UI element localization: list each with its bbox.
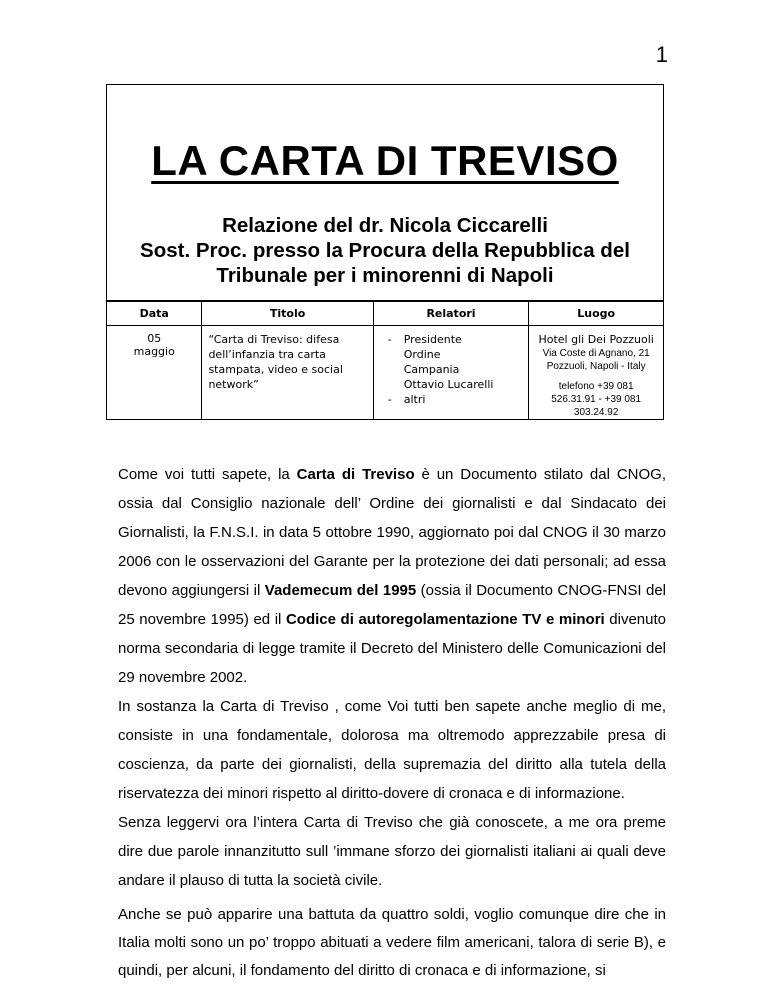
bold-text: Codice di autoregolamentazione TV e minori: [285, 611, 605, 628]
header-data: Data: [107, 301, 202, 326]
text-run: è un Documento stilato dal CNOG, ossia dal Consiglio nazionale dell’ Ordine dei giornalisti e dal Sindacato dei Giornalisti, la F.N.S.I. in data 5 ottobre 1990, aggiornato poi dal CNOG il 30 marzo 2006 con le osservazioni del Garante per la protezione dei dati personali; ad essa devono aggiungersi il: [118, 466, 666, 599]
venue-name: Hotel gli Dei Pozzuoli: [538, 333, 654, 346]
paragraph: [118, 460, 666, 692]
relatore-line: Campania: [403, 363, 460, 376]
cell-titolo: “Carta di Treviso: difesa dell’infanzia tra carta stampata, video e social network”: [202, 326, 373, 420]
text-run: Come voi tutti sapete, la: [118, 466, 297, 483]
text-run: divenuto norma secondaria di legge tramite il Decreto del Ministero delle Comunicazioni del 29 novembre 2002.: [118, 611, 667, 686]
relatore-item: [374, 377, 529, 392]
cell-data: [107, 326, 202, 420]
relatore-text: [404, 332, 462, 377]
bold-text: Carta di Treviso: [296, 466, 415, 483]
venue-phone-line: telefono +39 081: [558, 381, 634, 392]
table-row: [107, 326, 664, 420]
text-run: (ossia il Documento CNOG-FNSI del 25 novembre 1995) ed il: [118, 582, 666, 628]
document-title: LA CARTA DI TREVISO: [151, 137, 619, 184]
list-dash: -: [387, 333, 392, 346]
relatore-line: Ottavio Lucarelli: [403, 378, 494, 391]
relatore-line: altri: [403, 393, 426, 406]
cell-relatori: [373, 326, 529, 420]
paragraph: Senza leggervi ora l’intera Carta di Treviso che già conoscete, a me ora preme dire due parole innanzitutto sull ’immane sforzo dei giornalisti italiani ai quali deve andare il plauso di tutta la società civile.: [118, 814, 666, 889]
venue-address-line: Pozzuoli, Napoli - Italy: [546, 361, 646, 372]
venue-address-line: Via Coste di Agnano, 21: [542, 348, 650, 359]
relatore-item: [374, 332, 529, 377]
venue-phone-line: 526.31.91 - +39 081: [551, 394, 642, 405]
relatore-line: Presidente: [403, 333, 462, 346]
body-text: [118, 460, 666, 985]
header-luogo: Luogo: [529, 301, 664, 326]
subtitle-line: Sost. Proc. presso la Procura della Repubblica del: [140, 239, 630, 262]
venue-phone-line: 303.24.92: [573, 407, 619, 418]
date-day: 05: [147, 332, 162, 345]
relatore-item: [374, 392, 529, 407]
event-info-table: [106, 300, 664, 420]
title-box: [106, 84, 664, 302]
header-titolo: Titolo: [202, 301, 373, 326]
relatore-line: Ordine: [403, 348, 441, 361]
page-number: 1: [655, 42, 668, 67]
cell-luogo: [529, 326, 664, 420]
paragraph: In sostanza la Carta di Treviso , come Voi tutti ben sapete anche meglio di me, consiste in una fondamentale, dolorosa ma oltremodo apprezzabile presa di coscienza, da parte dei giornalisti, della supremazia del diritto alla tutela della riservatezza dei minori rispetto al diritto-dovere di cronaca e di informazione.: [118, 698, 666, 802]
document-subtitle: [107, 213, 663, 288]
date-month: maggio: [133, 345, 175, 358]
list-dash: -: [387, 393, 392, 406]
table-header-row: [107, 301, 664, 326]
paragraph: Anche se può apparire una battuta da quattro soldi, voglio comunque dire che in Italia molti sono un po’ troppo abituati a vedere film americani, talora di serie B), e quindi, per alcuni, il fondamento del diritto di cronaca e di informazione, si: [118, 906, 666, 979]
subtitle-line: Relazione del dr. Nicola Ciccarelli: [222, 214, 548, 237]
header-relatori: Relatori: [373, 301, 529, 326]
bold-text: Vademecum del 1995: [264, 582, 417, 599]
subtitle-line: Tribunale per i minorenni di Napoli: [216, 264, 554, 287]
